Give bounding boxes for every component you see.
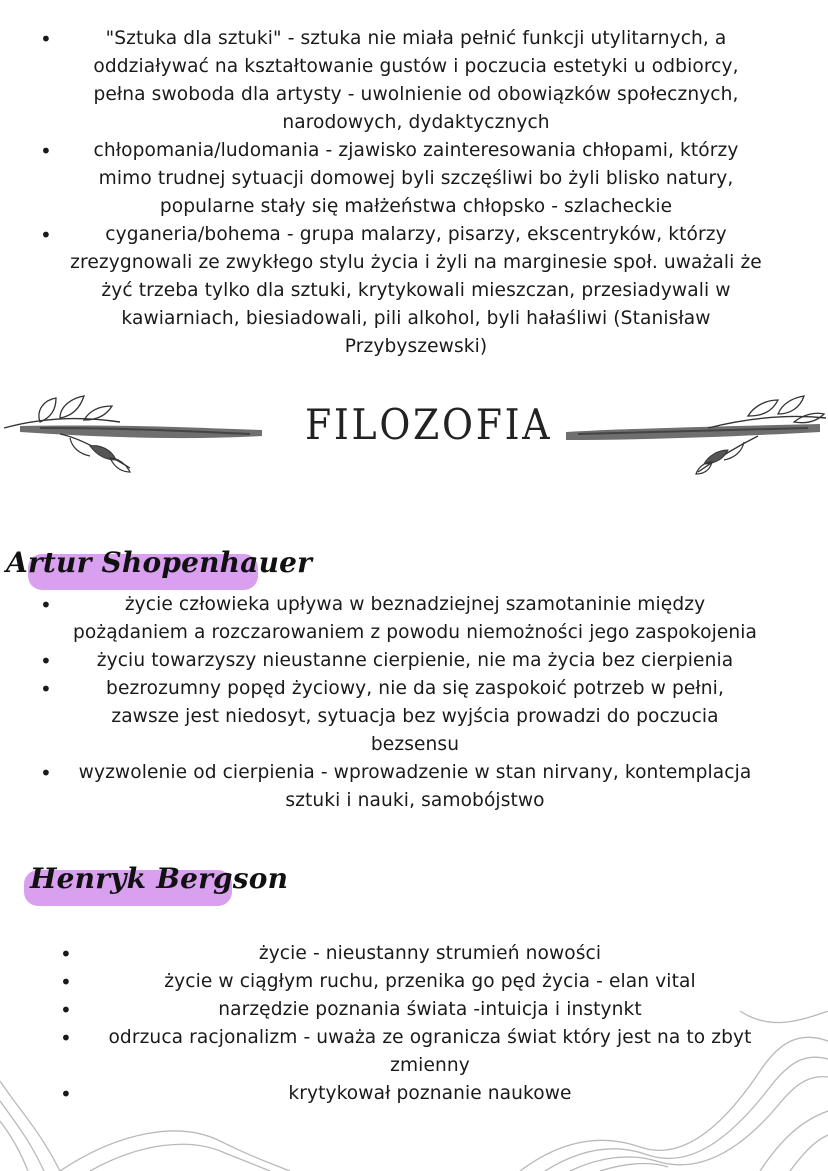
philosopher-name-tag — [30, 862, 288, 895]
list-item: • bezrozumny popęd życiowy, nie da się zaspokoić potrzeb w pełni, zawsze jest niedosyt, sytuacja bez wyjścia prowadzi do poczucia bezsensu — [0, 675, 828, 759]
philosopher-name: Artur Shopenhauer — [6, 546, 313, 579]
intro-bullet-list — [0, 25, 828, 361]
list-item: • życiu towarzyszy nieustanne cierpienie, nie ma życia bez cierpienia — [0, 647, 828, 675]
list-item: • "Sztuka dla sztuki" - sztuka nie miała pełnić funkcji utylitarnych, a oddziaływać na kształtowanie gustów i poczucia estetyki u odbiorcy, pełna swoboda dla artysty - uwolnienie od obowiązków społecznych, narodowych, dydaktycznych — [0, 25, 828, 137]
list-item: • krytykował poznanie naukowe — [0, 1080, 828, 1108]
list-item: • narzędzie poznania świata -intuicja i instynkt — [0, 996, 828, 1024]
section-title: FILOZOFIA — [305, 400, 553, 449]
schopenhauer-bullet-list — [0, 591, 828, 815]
right-branch-decoration — [558, 388, 828, 478]
list-item: • życie człowieka upływa w beznadziejnej szamotaninie między pożądaniem a rozczarowaniem z powodu niemożności jego zaspokojenia — [0, 591, 828, 647]
philosopher-name-tag — [6, 546, 312, 579]
list-item: • wyzwolenie od cierpienia - wprowadzenie w stan nirvany, kontemplacja sztuki i nauki, samobójstwo — [0, 759, 828, 815]
philosopher-name: Henryk Bergson — [30, 862, 289, 895]
list-item: • cyganeria/bohema - grupa malarzy, pisarzy, ekscentryków, którzy zrezygnowali ze zwykłego stylu życia i żyli na marginesie społ. uważali że żyć trzeba tylko dla sztuki, krytykowali mieszczan, przesiadywali w kawiarniach, biesiadowali, pili alkohol, byli hałaśliwi (Stanisław Przybyszewski) — [0, 221, 828, 361]
wave-lines-decoration — [0, 1011, 828, 1171]
list-item: • życie - nieustanny strumień nowości — [0, 940, 828, 968]
list-item: • odrzuca racjonalizm - uważa ze ogranicza świat który jest na to zbyt zmienny — [0, 1024, 828, 1080]
list-item: • chłopomania/ludomania - zjawisko zainteresowania chłopami, którzy mimo trudnej sytuacji domowej byli szczęśliwi bo żyli blisko natury, popularne stały się małżeństwa chłopsko - szlacheckie — [0, 137, 828, 221]
left-branch-decoration — [0, 388, 300, 478]
list-item: • życie w ciągłym ruchu, przenika go pęd życia - elan vital — [0, 968, 828, 996]
